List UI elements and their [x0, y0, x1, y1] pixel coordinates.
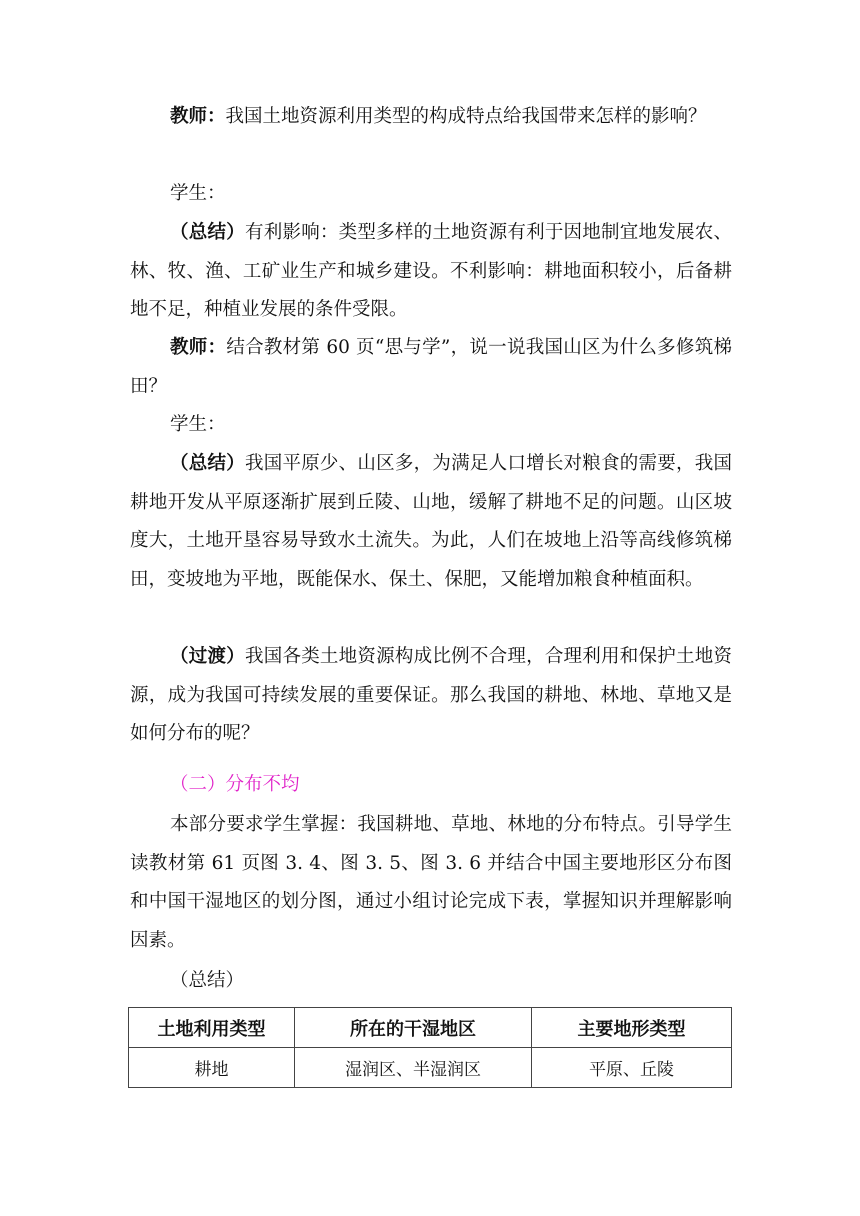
paragraph-student-2: 学生：	[170, 414, 226, 435]
speaker-label: 教师：	[170, 106, 226, 127]
paragraph-student-1: 学生：	[170, 183, 226, 204]
paragraph-text: 结合教材第 60 页“思与学”，说一说我国山区为什么多修筑梯田？	[130, 337, 732, 397]
table-header-cell: 土地利用类型	[129, 1008, 295, 1048]
paragraph-summary-2	[130, 445, 732, 599]
land-use-table	[128, 1007, 732, 1088]
table-header-cell: 主要地形类型	[532, 1008, 732, 1048]
paragraph-transition	[130, 638, 732, 754]
table-cell: 平原、丘陵	[532, 1048, 732, 1088]
transition-tag: （过渡）	[170, 646, 245, 667]
table-header-cell: 所在的干湿地区	[295, 1008, 532, 1048]
paragraph-text: 我国各类土地资源构成比例不合理，合理利用和保护土地资源，成为我国可持续发展的重要保证。那么我国的耕地、林地、草地又是如何分布的呢？	[130, 646, 732, 744]
paragraph-text: 有利影响：类型多样的土地资源有利于因地制宜地发展农、林、牧、渔、工矿业生产和城乡建设。不利影响：耕地面积较小，后备耕地不足，种植业发展的条件受限。	[130, 222, 732, 320]
paragraph-teacher-question-2	[130, 329, 732, 406]
paragraph-summary-1	[130, 214, 732, 330]
section-heading: （二）分布不均	[170, 774, 300, 795]
summary-tag: （总结）	[170, 222, 245, 243]
paragraph-summary-label: （总结）	[170, 970, 245, 991]
table-cell: 湿润区、半湿润区	[295, 1048, 532, 1088]
summary-tag: （总结）	[170, 453, 245, 474]
paragraph-teacher-question-1	[130, 98, 732, 137]
table-cell: 耕地	[129, 1048, 295, 1088]
paragraph-text: 我国土地资源利用类型的构成特点给我国带来怎样的影响？	[225, 106, 707, 127]
speaker-label: 教师：	[170, 337, 227, 358]
paragraph-instructions: 本部分要求学生掌握：我国耕地、草地、林地的分布特点。引导学生读教材第 61 页图 3. 4、图 3. 5、图 3. 6 并结合中国主要地形区分布图和中国干湿地区的划分图，通过小组讨论完成下表，掌握知识并理解影响因素。	[130, 814, 732, 951]
paragraph-text: 我国平原少、山区多，为满足人口增长对粮食的需要，我国耕地开发从平原逐渐扩展到丘陵、山地，缓解了耕地不足的问题。山区坡度大，土地开垦容易导致水土流失。为此，人们在坡地上沿等高线修筑梯田，变坡地为平地，既能保水、保土、保肥，又能增加粮食种植面积。	[130, 453, 732, 590]
table-header-row	[129, 1008, 732, 1048]
table-row	[129, 1048, 732, 1088]
